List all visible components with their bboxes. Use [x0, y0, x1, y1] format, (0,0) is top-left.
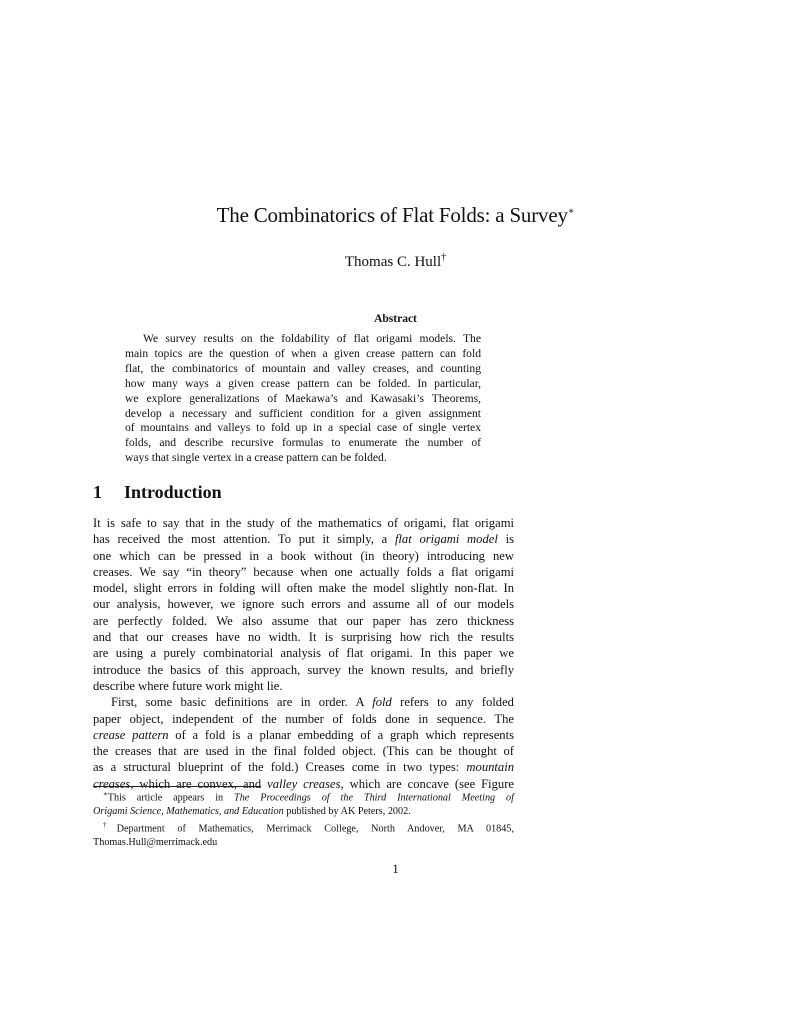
text-run: published by AK Peters, 2002. [283, 805, 411, 817]
body-line: are using a purely combinatorial analysis of flat origami. In this paper we [93, 646, 514, 661]
emphasis-term: The Proceedings of the Third International Meeting of [234, 792, 514, 804]
body-line: model, slight errors in folding will often make the model slightly non-flat. In [93, 581, 514, 596]
paper-title [0, 203, 791, 228]
emphasis-term: valley creases [267, 776, 341, 791]
footnote-mark: ∗ [103, 790, 108, 798]
body-line: introduce the basics of this approach, survey the known results, and briefly [93, 662, 514, 677]
text-run: as a structural blueprint of the fold.) Creases come in two types: [93, 760, 467, 775]
abstract-line: we explore generalizations of Maekawa’s and Kawasaki’s Theorems, [125, 391, 481, 405]
abstract-line: main topics are the question of when a given crease pattern can fold [125, 346, 481, 360]
author-name: Thomas C. Hull [344, 254, 442, 270]
footnote-line: Thomas.Hull@merrimack.edu [93, 836, 218, 848]
section-title: Introduction [124, 482, 222, 502]
body-line: creases. We say “in theory” because when one actually folds a flat origami [93, 564, 514, 579]
body-line: paper object, independent of the number of folds done in sequence. The [93, 711, 514, 726]
text-run: has received the most attention. To put it simply, a [93, 532, 395, 547]
emphasis-term: creases [93, 776, 131, 791]
abstract-heading: Abstract [374, 313, 417, 325]
text-run: , which are concave (see Figure [340, 776, 515, 791]
abstract-line: of mountains and valleys to fold up in a special case of single vertex [125, 421, 481, 435]
text-run: Department of Mathematics, Merrimack College, North Andover, MA 01845, [116, 822, 515, 834]
footnote-mark: † [103, 820, 117, 829]
paper-author [0, 252, 791, 271]
body-line [93, 727, 514, 743]
emphasis-term: fold [372, 695, 392, 710]
footnote-line [93, 819, 514, 836]
abstract-line: We survey results on the foldability of flat origami models. The [143, 332, 481, 345]
body-line: and that our creases have no width. It is surprising how rich the results [93, 630, 514, 645]
text-run: This article appears in [107, 792, 235, 804]
emphasis-term: crease pattern [93, 727, 169, 742]
body-line: our analysis, however, we ignore such errors and assume all of our models [93, 597, 514, 612]
body-line [93, 759, 514, 775]
footnote-line [93, 788, 514, 805]
body-line: one which can be pressed in a book without (in theory) introducing new [93, 548, 514, 563]
text-run: refers to any folded [391, 695, 514, 710]
footnotes [93, 788, 514, 849]
abstract-line: how many ways a given crease pattern can be folded. In particular, [125, 376, 481, 390]
title-footnote-mark: ∗ [567, 206, 575, 217]
abstract-line: folds, and describe recursive formulas to enumerate the number of [125, 436, 481, 450]
body-text [93, 515, 514, 792]
body-line [93, 694, 514, 710]
abstract-line: develop a necessary and sufficient condition for a given assignment [125, 406, 481, 420]
body-line: describe where future work might lie. [93, 678, 283, 693]
section-heading [93, 482, 222, 503]
abstract-line: ways that single vertex in a crease pattern can be folded. [125, 451, 387, 465]
emphasis-term: Origami Science, Mathematics, and Education [93, 805, 284, 817]
text-run: , which are convex, and [130, 776, 268, 791]
footnote-line [93, 805, 514, 819]
abstract-line: flat, the combinatorics of mountain and valley creases, and counting [125, 361, 481, 375]
paper-title-text: The Combinatorics of Flat Folds: a Survey [216, 203, 568, 227]
body-line: are perfectly folded. We also assume that our paper has zero thickness [93, 613, 514, 628]
text-run: First, some basic definitions are in order. A [111, 695, 373, 710]
abstract-body [125, 332, 481, 466]
text-run: is [497, 532, 514, 547]
emphasis-term: flat origami model [394, 532, 498, 547]
body-line [93, 531, 514, 547]
footnote-rule [93, 786, 261, 787]
section-number: 1 [93, 482, 102, 502]
text-run: of a fold is a planar embedding of a graph which represents [168, 727, 514, 742]
emphasis-term: mountain [466, 760, 514, 775]
author-footnote-mark: † [441, 252, 447, 263]
body-line: It is safe to say that in the study of the mathematics of origami, flat origami [93, 516, 514, 530]
body-line: the creases that are used in the final folded object. (This can be thought of [93, 744, 514, 759]
page-number: 1 [392, 862, 399, 876]
